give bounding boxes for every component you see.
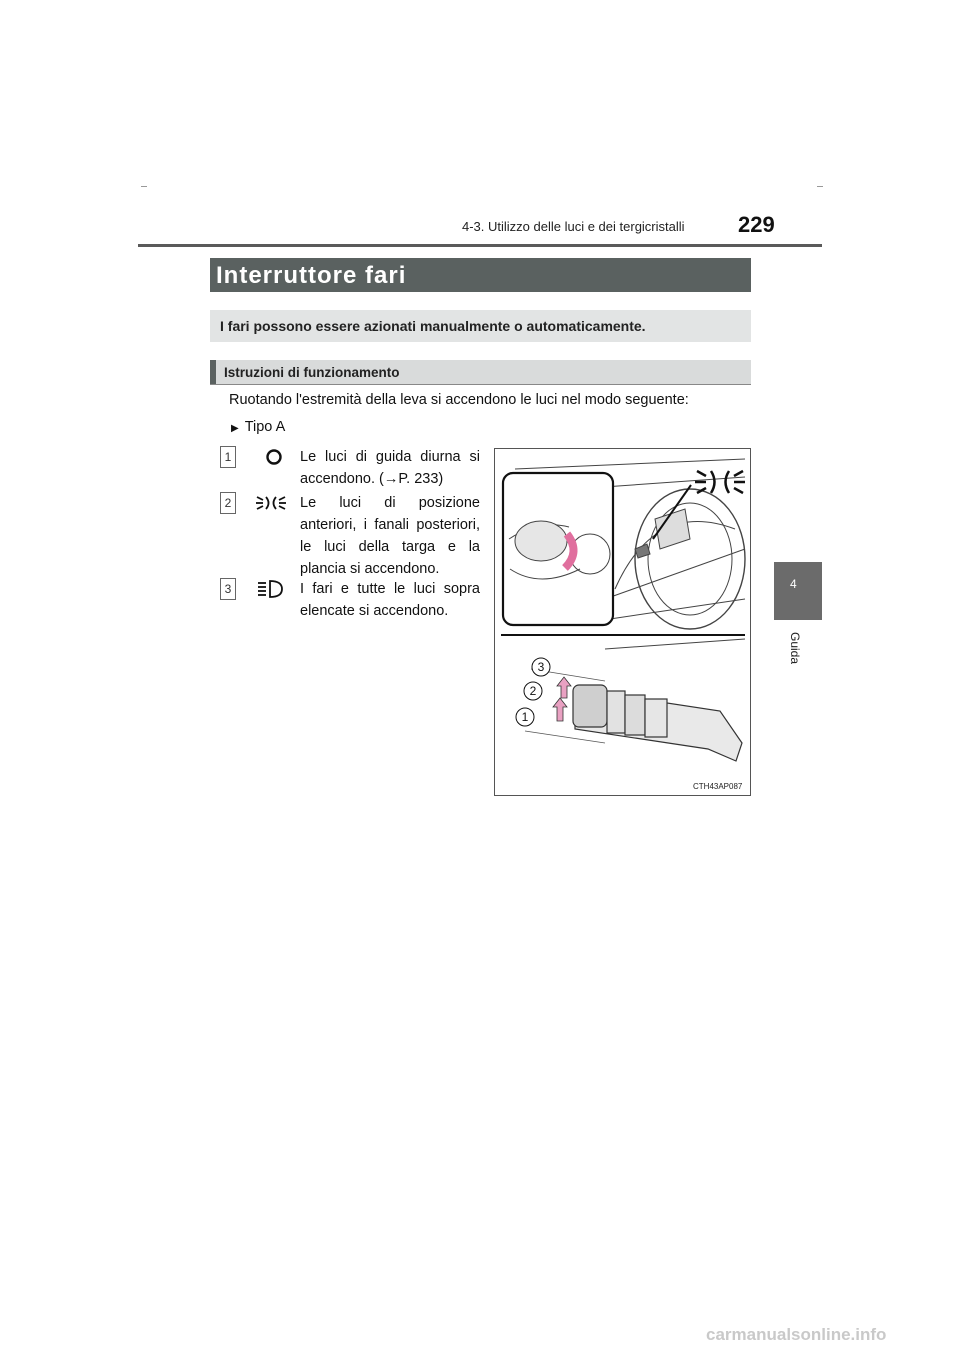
callout-3: 3	[537, 660, 545, 674]
crop-mark	[141, 186, 147, 187]
type-label-text: Tipo A	[244, 419, 286, 435]
section-header: 4-3. Utilizzo delle luci e dei tergicristalli	[462, 219, 685, 234]
item-number: 2	[220, 492, 236, 514]
callout-2: 2	[529, 684, 537, 698]
item-description: Le luci di posizione anteriori, i fanali posteriori, le luci della targa e la plancia si accendono.	[300, 495, 480, 577]
subheading: Istruzioni di funzionamento	[224, 365, 400, 380]
page-number: 229	[738, 212, 775, 237]
crop-mark	[817, 186, 823, 187]
headlight-icon	[254, 578, 288, 600]
list-item	[220, 446, 480, 496]
daytime-running-light-icon	[254, 446, 288, 468]
triangle-bullet-icon: ▶	[231, 423, 239, 434]
chapter-tab	[774, 562, 822, 620]
item-number: 3	[220, 578, 236, 600]
list-item	[220, 578, 480, 626]
item-description: Le luci di guida diurna si accendono. (→P. 233)	[300, 449, 480, 487]
intro-text: I fari possono essere azionati manualmente o automaticamente.	[220, 318, 646, 334]
page-title: Interruttore fari	[216, 262, 407, 289]
subheading-rule	[210, 384, 751, 385]
header-rule	[138, 244, 822, 247]
item-number: 1	[220, 446, 236, 468]
item-description: I fari e tutte le luci sopra elencate si accendono.	[300, 581, 480, 619]
watermark: carmanualsonline.info	[706, 1325, 887, 1344]
body-paragraph: Ruotando l'estremità della leva si accendono le luci nel modo seguente:	[229, 392, 689, 408]
side-marker-lights-icon	[254, 492, 288, 514]
list-item	[220, 492, 480, 582]
chapter-label: Guida	[788, 632, 802, 665]
figure-code: CTH43AP087	[693, 782, 743, 791]
callout-1: 1	[521, 710, 529, 724]
chapter-number: 4	[790, 577, 797, 591]
headlight-switch-illustration	[494, 448, 751, 796]
type-label	[231, 419, 285, 435]
